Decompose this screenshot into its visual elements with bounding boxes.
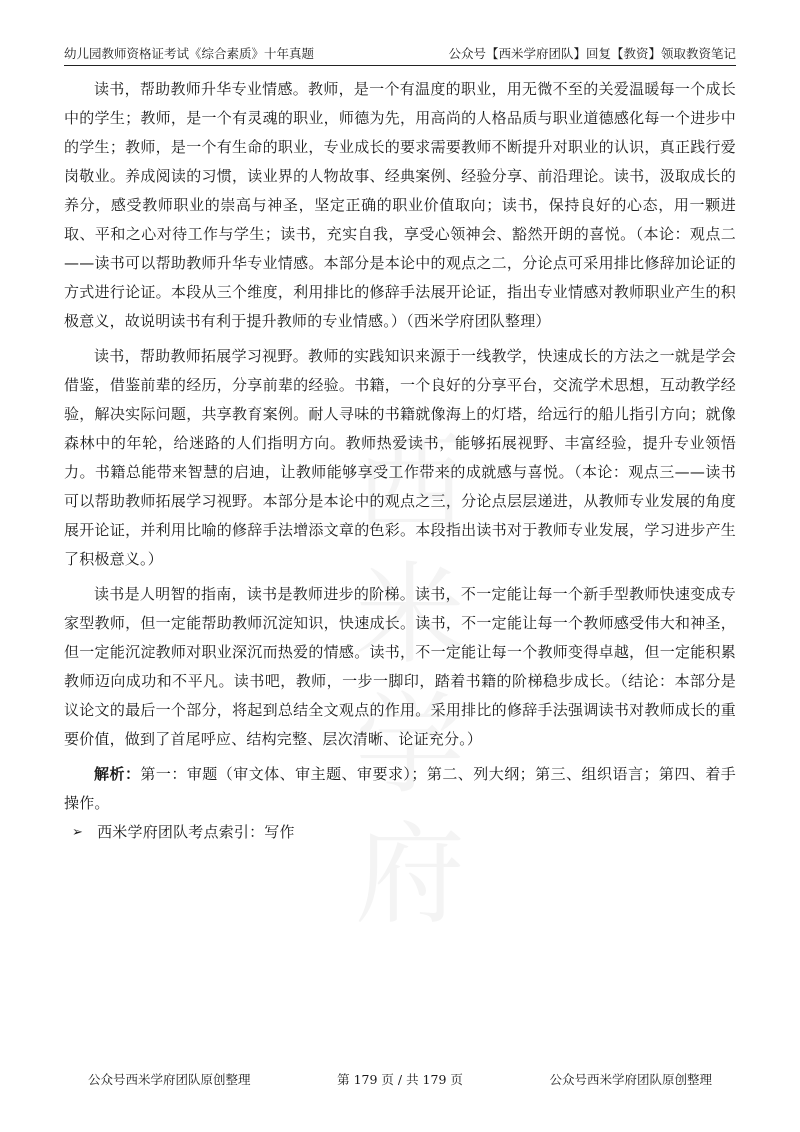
paragraph-3: 读书是人明智的指南，读书是教师进步的阶梯。读书，不一定能让每一个新手型教师快速变成专家型教师，但一定能帮助教师沉淀知识，快速成长。读书，不一定能让每一个教师感受伟大和神圣，但一定能沉淀教师对职业深沉而热爱的情感。读书，不一定能让每一个教师变得卓越，但一定能积累教师迈向成功和不平凡。读书吧，教师，一步一脚印，踏着书籍的阶梯稳步成长。（结论：本部分是议论文的最后一个部分，将起到总结全文观点的作用。采用排比的修辞手法强调读书对教师成长的重要价值，做到了首尾呼应、结构完整、层次清晰、论证充分。） (64, 585, 736, 748)
arrow-bullet-icon: ➢ (72, 825, 84, 840)
page-footer (88, 1070, 712, 1088)
analysis-text: 第一：审题（审文体、审主题、审要求）；第二、列大纲；第三、组织语言；第四、着手操作。 (64, 765, 736, 812)
header-left-title: 幼儿园教师资格证考试《综合素质》十年真题 (64, 46, 315, 61)
analysis-label: 解析： (94, 765, 141, 783)
paragraph-2: 读书，帮助教师拓展学习视野。教师的实践知识来源于一线教学，快速成长的方法之一就是学会借鉴，借鉴前辈的经历，分享前辈的经验。书籍，一个良好的分享平台，交流学术思想，互动教学经验，解决实际问题，共享教育案例。耐人寻味的书籍就像海上的灯塔，给远行的船儿指引方向；就像森林中的年轮，给迷路的人们指明方向。教师热爱读书，能够拓展视野、丰富经验，提升专业领悟力。书籍总能带来智慧的启迪，让教师能够享受工作带来的成就感与喜悦。（本论：观点三——读书可以帮助教师拓展学习视野。本部分是本论中的观点之三，分论点层层递进，从教师专业发展的角度展开论证，并利用比喻的修辞手法增添文章的色彩。本段指出读书对于教师专业发展，学习进步产生了积极意义。） (64, 347, 736, 568)
header-right-notice: 公众号【西米学府团队】回复【教资】领取教资笔记 (448, 46, 736, 61)
index-text: 西米学府团队考点索引：写作 (97, 823, 295, 841)
analysis-line (64, 760, 736, 818)
document-body (64, 75, 736, 847)
footer-left: 公众号西米学府团队原创整理 (88, 1072, 251, 1087)
index-line (64, 818, 736, 847)
page-header (64, 40, 736, 66)
footer-right: 公众号西米学府团队原创整理 (549, 1072, 712, 1087)
page-number: 第 179 页 / 共 179 页 (337, 1072, 463, 1087)
paragraph-1: 读书，帮助教师升华专业情感。教师，是一个有温度的职业，用无微不至的关爱温暖每一个成长中的学生；教师，是一个有灵魂的职业，师德为先，用高尚的人格品质与职业道德感化每一个进步中的学生；教师，是一个有生命的职业，专业成长的要求需要教师不断提升对职业的认识，真正践行爱岗敬业。养成阅读的习惯，读业界的人物故事、经典案例、经验分享、前沿理论。读书，汲取成长的养分，感受教师职业的崇高与神圣，坚定正确的职业价值取向；读书，保持良好的心态，用一颗进取、平和之心对待工作与学生；读书，充实自我，享受心领神会、豁然开朗的喜悦。（本论：观点二——读书可以帮助教师升华专业情感。本部分是本论中的观点之二，分论点可采用排比修辞加论证的方式进行论证。本段从三个维度，利用排比的修辞手法展开论证，指出专业情感对教师职业产生的积极意义，故说明读书有利于提升教师的专业情感。）（西米学府团队整理） (64, 80, 736, 330)
